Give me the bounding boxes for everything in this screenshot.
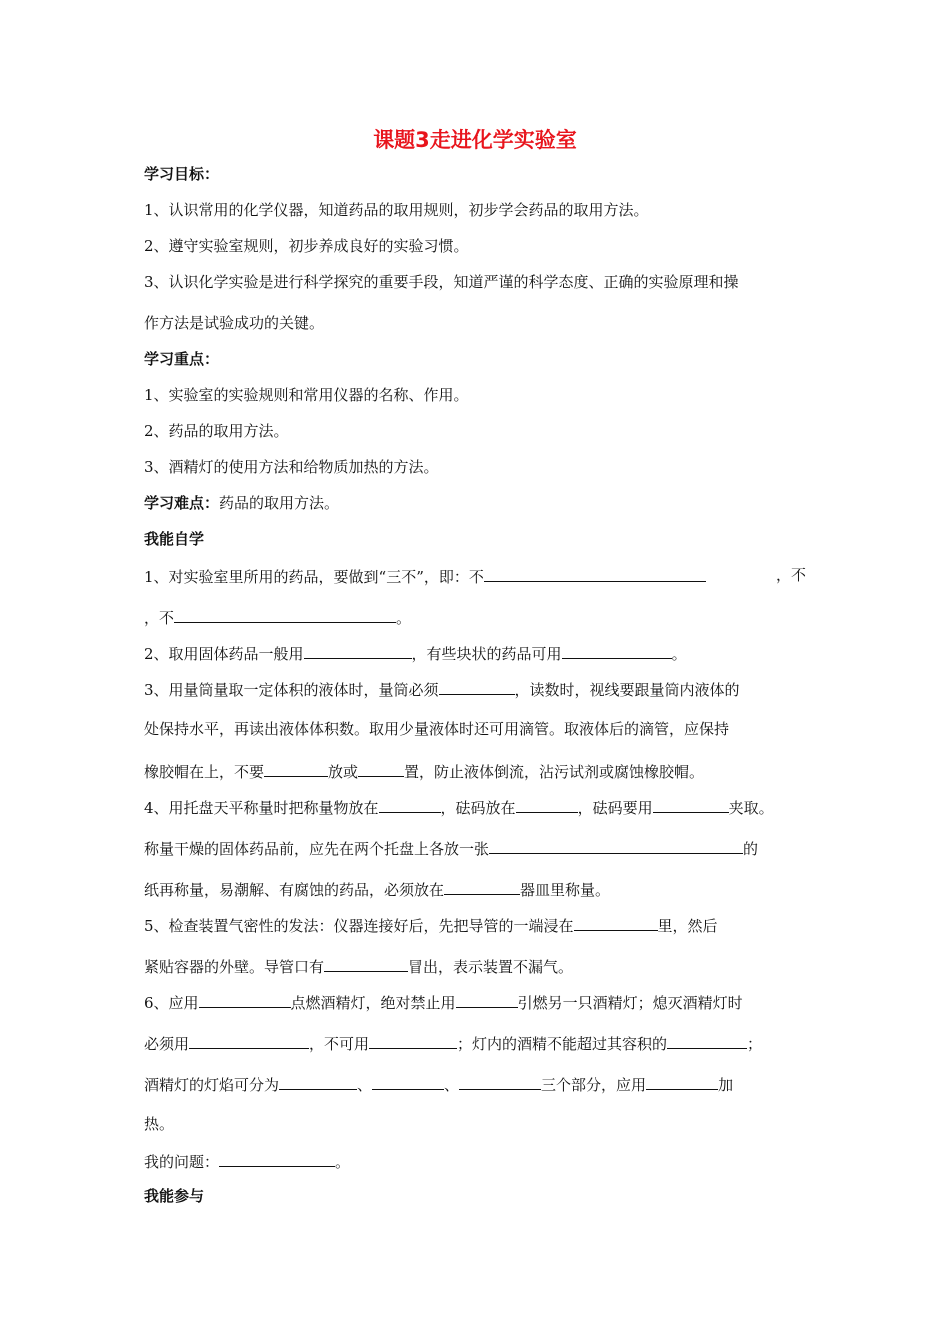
fill-blank[interactable]: [484, 565, 706, 582]
q6-text: 必须用: [144, 1035, 190, 1053]
key-points-heading: 学习重点：: [144, 350, 220, 368]
question-5-line-2: [144, 955, 573, 977]
fill-blank[interactable]: [279, 1073, 357, 1090]
q1-text: ，不: [144, 609, 175, 627]
my-question-label: 我的问题：: [144, 1153, 220, 1171]
objective-item: 3、认识化学实验是进行科学探究的重要手段，知道严谨的科学态度、正确的实验原理和操: [144, 273, 739, 291]
fill-blank[interactable]: [562, 642, 672, 659]
fill-blank[interactable]: [189, 1032, 309, 1049]
q3-text: 橡胶帽在上，不要: [144, 763, 265, 781]
difficulty-text: 药品的取用方法。: [219, 494, 340, 512]
fill-blank[interactable]: [444, 878, 520, 895]
fill-blank[interactable]: [358, 760, 404, 777]
q5-text: 冒出，表示装置不漏气。: [408, 958, 574, 976]
fill-blank[interactable]: [653, 796, 729, 813]
q3-text: 3、用量筒量取一定体积的液体时，量筒必须: [144, 681, 439, 699]
question-4-line-3: [144, 878, 610, 900]
my-question: [144, 1150, 350, 1172]
q3-text: 置，防止液体倒流，沾污试剂或腐蚀橡胶帽。: [404, 763, 705, 781]
q6-text: ；: [747, 1035, 763, 1053]
self-study-heading: 我能自学: [144, 530, 205, 548]
fill-blank[interactable]: [646, 1073, 718, 1090]
question-3-line-1: [144, 678, 740, 700]
fill-blank[interactable]: [174, 606, 396, 623]
fill-blank[interactable]: [372, 1073, 444, 1090]
fill-blank[interactable]: [456, 991, 518, 1008]
question-5-line-1: [144, 914, 718, 936]
fill-blank[interactable]: [304, 642, 412, 659]
fill-blank[interactable]: [369, 1032, 457, 1049]
q5-text: 5、检查装置气密性的发法：仪器连接好后，先把导管的一端浸在: [144, 917, 574, 935]
question-6-line-1: [144, 991, 743, 1013]
q5-text: 里，然后: [657, 917, 718, 935]
q6-text: 三个部分，应用: [541, 1076, 647, 1094]
objectives-heading: 学习目标：: [144, 165, 220, 183]
key-point-item: 1、实验室的实验规则和常用仪器的名称、作用。: [144, 386, 469, 404]
q4-text: 称量干燥的固体药品前，应先在两个托盘上各放一张: [144, 840, 490, 858]
q4-text: 夹取。: [728, 799, 774, 817]
fill-blank[interactable]: [574, 914, 658, 931]
key-point-item: 2、药品的取用方法。: [144, 422, 289, 440]
fill-blank[interactable]: [219, 1150, 335, 1167]
fill-blank[interactable]: [516, 796, 578, 813]
question-4-line-1: [144, 796, 774, 818]
q4-text: ，砝码放在: [440, 799, 516, 817]
question-6-line-3: [144, 1073, 733, 1095]
q6-text: 酒精灯的灯焰可分为: [144, 1076, 280, 1094]
question-1-line-1: [144, 565, 806, 587]
q1-text: ，不: [775, 566, 806, 584]
q4-text: 纸再称量，易潮解、有腐蚀的药品，必须放在: [144, 881, 445, 899]
fill-blank[interactable]: [439, 678, 515, 695]
q6-text: 点燃酒精灯，绝对禁止用: [290, 994, 456, 1012]
question-4-line-2: [144, 837, 758, 859]
q6-text: 、: [444, 1076, 460, 1094]
question-6-line-2: [144, 1032, 762, 1054]
q4-text: 器皿里称量。: [520, 881, 611, 899]
q1-text: 。: [396, 609, 412, 627]
fill-blank[interactable]: [379, 796, 441, 813]
difficulty-line: [144, 493, 339, 513]
key-point-item: 3、酒精灯的使用方法和给物质加热的方法。: [144, 458, 439, 476]
q4-text: 的: [743, 840, 759, 858]
q4-text: ，砝码要用: [577, 799, 653, 817]
question-3-line-3: [144, 760, 704, 782]
fill-blank[interactable]: [489, 837, 743, 854]
page-title: 课题3走进化学实验室: [373, 128, 577, 152]
difficulty-heading: 学习难点：: [144, 494, 220, 512]
fill-blank[interactable]: [264, 760, 328, 777]
participate-heading: 我能参与: [144, 1187, 205, 1205]
question-6-line-4: 热。: [144, 1115, 175, 1133]
q4-text: 4、用托盘天平称量时把称量物放在: [144, 799, 379, 817]
q6-text: ，不可用: [309, 1035, 370, 1053]
objective-item: 1、认识常用的化学仪器，知道药品的取用规则，初步学会药品的取用方法。: [144, 201, 649, 219]
q2-text: 。: [671, 645, 687, 663]
q6-text: ；灯内的酒精不能超过其容积的: [457, 1035, 668, 1053]
q5-text: 紧贴容器的外壁。导管口有: [144, 958, 325, 976]
question-3-line-2: 处保持水平，再读出液体体积数。取用少量液体时还可用滴管。取液体后的滴管，应保持: [144, 720, 730, 738]
my-question-end: 。: [335, 1153, 351, 1171]
fill-blank[interactable]: [667, 1032, 747, 1049]
question-1-line-2: [144, 606, 411, 628]
objective-item: 2、遵守实验室规则，初步养成良好的实验习惯。: [144, 237, 469, 255]
fill-blank[interactable]: [199, 991, 291, 1008]
q6-text: 加: [718, 1076, 734, 1094]
q2-text: ，有些块状的药品可用: [411, 645, 562, 663]
q2-text: 2、取用固体药品一般用: [144, 645, 304, 663]
fill-blank[interactable]: [324, 955, 408, 972]
q6-text: 引燃另一只酒精灯；熄灭酒精灯时: [517, 994, 743, 1012]
q6-text: 、: [357, 1076, 373, 1094]
fill-blank[interactable]: [459, 1073, 541, 1090]
q3-text: 放或: [328, 763, 359, 781]
q3-text: ，读数时，视线要跟量筒内液体的: [514, 681, 740, 699]
objective-item: 作方法是试验成功的关键。: [144, 314, 325, 332]
q6-text: 6、应用: [144, 994, 199, 1012]
q1-text: 1、对实验室里所用的药品，要做到“三不”，即：不: [144, 568, 484, 586]
question-2: [144, 642, 687, 664]
